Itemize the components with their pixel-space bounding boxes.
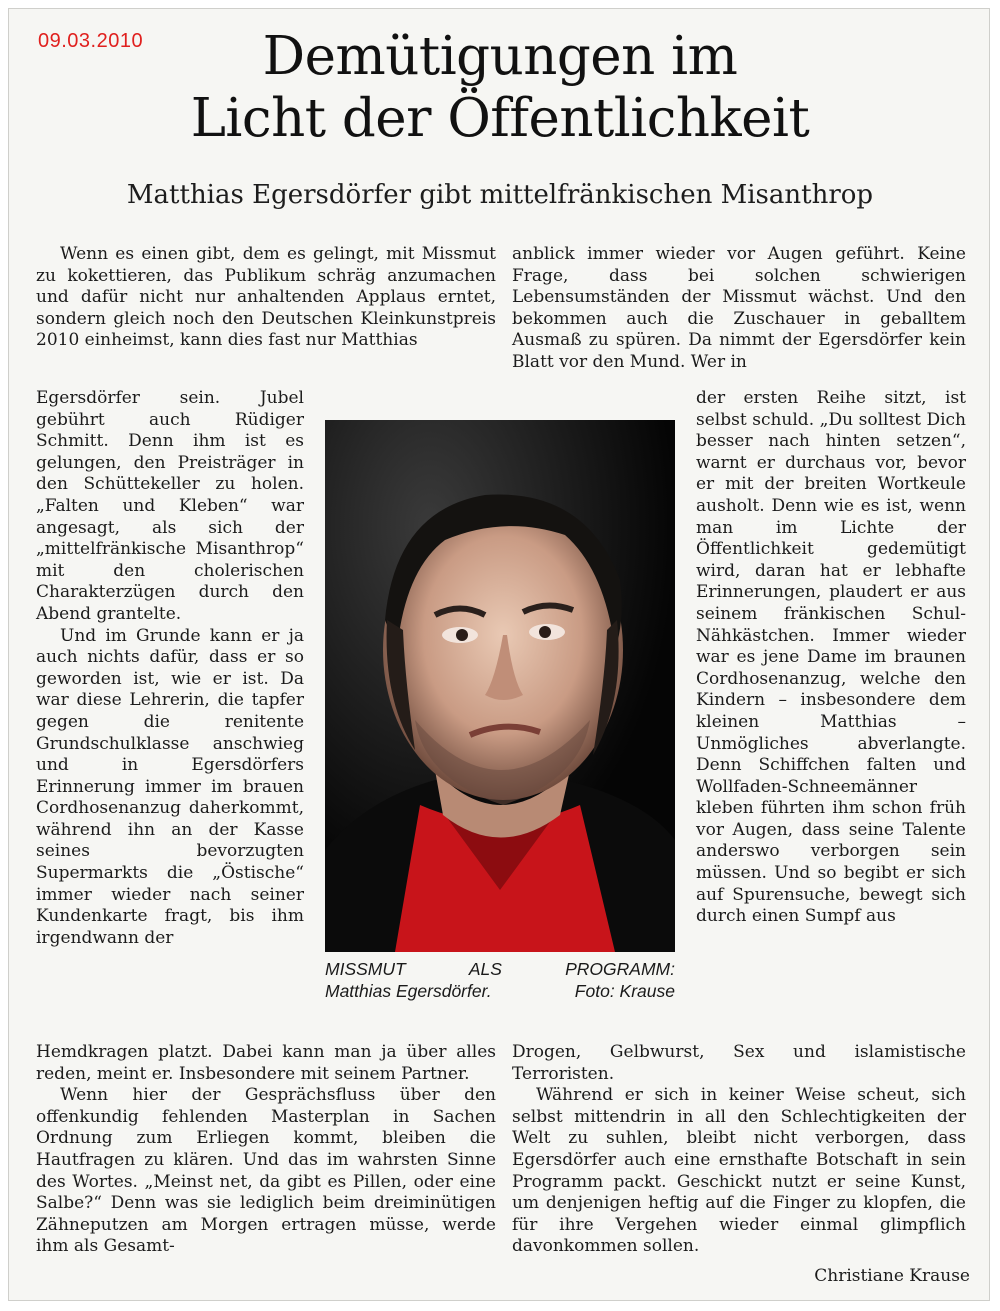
caption-subject: Matthias Egersdörfer. <box>325 981 492 1001</box>
headline <box>60 26 940 150</box>
column-1-bottom <box>36 1042 496 1258</box>
paragraph: Drogen, Gelbwurst, Sex und islamistische Terroristen. <box>512 1042 966 1084</box>
headline-line-1: Demütigungen im <box>262 26 738 87</box>
paragraph: anblick immer wieder vor Augen geführt. Keine Frage, dass bei solchen schwierigen Lebensumständen der Missmut wächst. Und den bekommen auch die Zuschauer in geballtem Ausmaß zu spüren. Da nimmt der Egersdörfer kein Blatt vor den Mund. Wer in <box>512 244 966 372</box>
column-1-top <box>36 244 496 352</box>
caption-word: PROGRAMM: <box>565 959 675 979</box>
paragraph: Während er sich in keiner Weise scheut, sich selbst mittendrin in all den Schlechtigkeiten der Welt zu suhlen, bleibt nicht verborgen, dass Egersdörfer auch eine ernsthafte Botschaft in sein Programm packt. Geschickt nutzt er seine Kunst, um denjenigen heftig auf die Finger zu klopfen, die für ihre Vergehen wieder einmal glimpflich davonkommen sollen. <box>512 1085 966 1257</box>
paragraph: Wenn es einen gibt, dem es gelingt, mit Missmut zu kokettieren, das Publikum schräg anzumachen und dafür nicht nur anhaltenden Applaus erntet, sondern gleich noch den Deutschen Kleinkunstpreis 2010 einheimst, kann dies fast nur Matthias <box>36 244 496 351</box>
paragraph: Hemdkragen platzt. Dabei kann man ja über alles reden, meint er. Insbesondere mit seinem Partner. <box>36 1042 496 1084</box>
column-2-bottom <box>512 1042 966 1258</box>
photo-caption <box>325 958 675 1002</box>
caption-word: ALS <box>468 959 502 979</box>
caption-word: MISSMUT <box>325 959 406 979</box>
column-2-top <box>512 244 966 374</box>
photo-credit: Foto: Krause <box>574 981 675 1001</box>
column-1-beside-photo <box>36 388 304 949</box>
caption-line-1 <box>325 958 675 980</box>
paragraph: Egersdörfer sein. Jubel gebührt auch Rüdiger Schmitt. Denn ihm ist es gelungen, den Preisträger in den Schüttekeller zu holen. „Falten und Kleben“ war angesagt, als sich der „mittelfränkische Misanthrop“ mit den cholerischen Charakterzügen durch den Abend grantelte. <box>36 388 304 624</box>
publication-date: 09.03.2010 <box>38 30 144 52</box>
headline-line-2: Licht der Öffentlichkeit <box>190 88 810 149</box>
portrait-illustration <box>325 420 675 952</box>
subheadline: Matthias Egersdörfer gibt mittelfränkischen Misanthrop <box>126 180 874 210</box>
column-2-beside-photo <box>696 388 966 928</box>
portrait-photo <box>325 420 675 952</box>
paragraph: Und im Grunde kann er ja auch nichts dafür, dass er so geworden ist, wie er ist. Da war diese Lehrerin, die tapfer gegen die renitente Grundschulklasse anschwieg und in Egersdörfers Erinnerung immer im brauen Cordhosenanzug daherkommt, während ihn an der Kasse seines bevorzugten Supermarkts die „Östische“ immer wieder nach seiner Kundenkarte fragt, bis ihm irgendwann der <box>36 625 304 948</box>
author-byline: Christiane Krause <box>814 1266 970 1286</box>
caption-line-2 <box>325 980 675 1002</box>
paragraph: der ersten Reihe sitzt, ist selbst schuld. „Du solltest Dich besser nach hinten setzen“, warnt er durchaus vor, bevor er mit der breiten Wortkeule ausholt. Denn wie es ist, wenn man im Lichte der Öffentlichkeit gedemütigt wird, daran hat er lebhafte Erinnerungen, plaudert er aus seinem fränkischen Schul-Nähkästchen. Immer wieder war es jene Dame im braunen Cordhosenanzug, welche den Kindern – insbesondere dem kleinen Matthias – Unmögliches abverlangte. Denn Schiffchen falten und Wollfaden-Schneemänner kleben führten ihm schon früh vor Augen, dass seine Talente anderswo verborgen sein müssen. Und so begibt er sich auf Spurensuche, bewegt sich durch einen Sumpf aus <box>696 388 966 927</box>
paragraph: Wenn hier der Gesprächsfluss über den offenkundig fehlenden Masterplan in Sachen Ordnung zum Erliegen kommt, bleiben die Hautfragen zu klären. Und das im wahrsten Sinne des Wortes. „Meinst net, da gibt es Pillen, oder eine Salbe?“ Denn was sie lediglich beim dreiminütigen Zähneputzen am Morgen ertragen müsse, werde ihm als Gesamt- <box>36 1085 496 1257</box>
